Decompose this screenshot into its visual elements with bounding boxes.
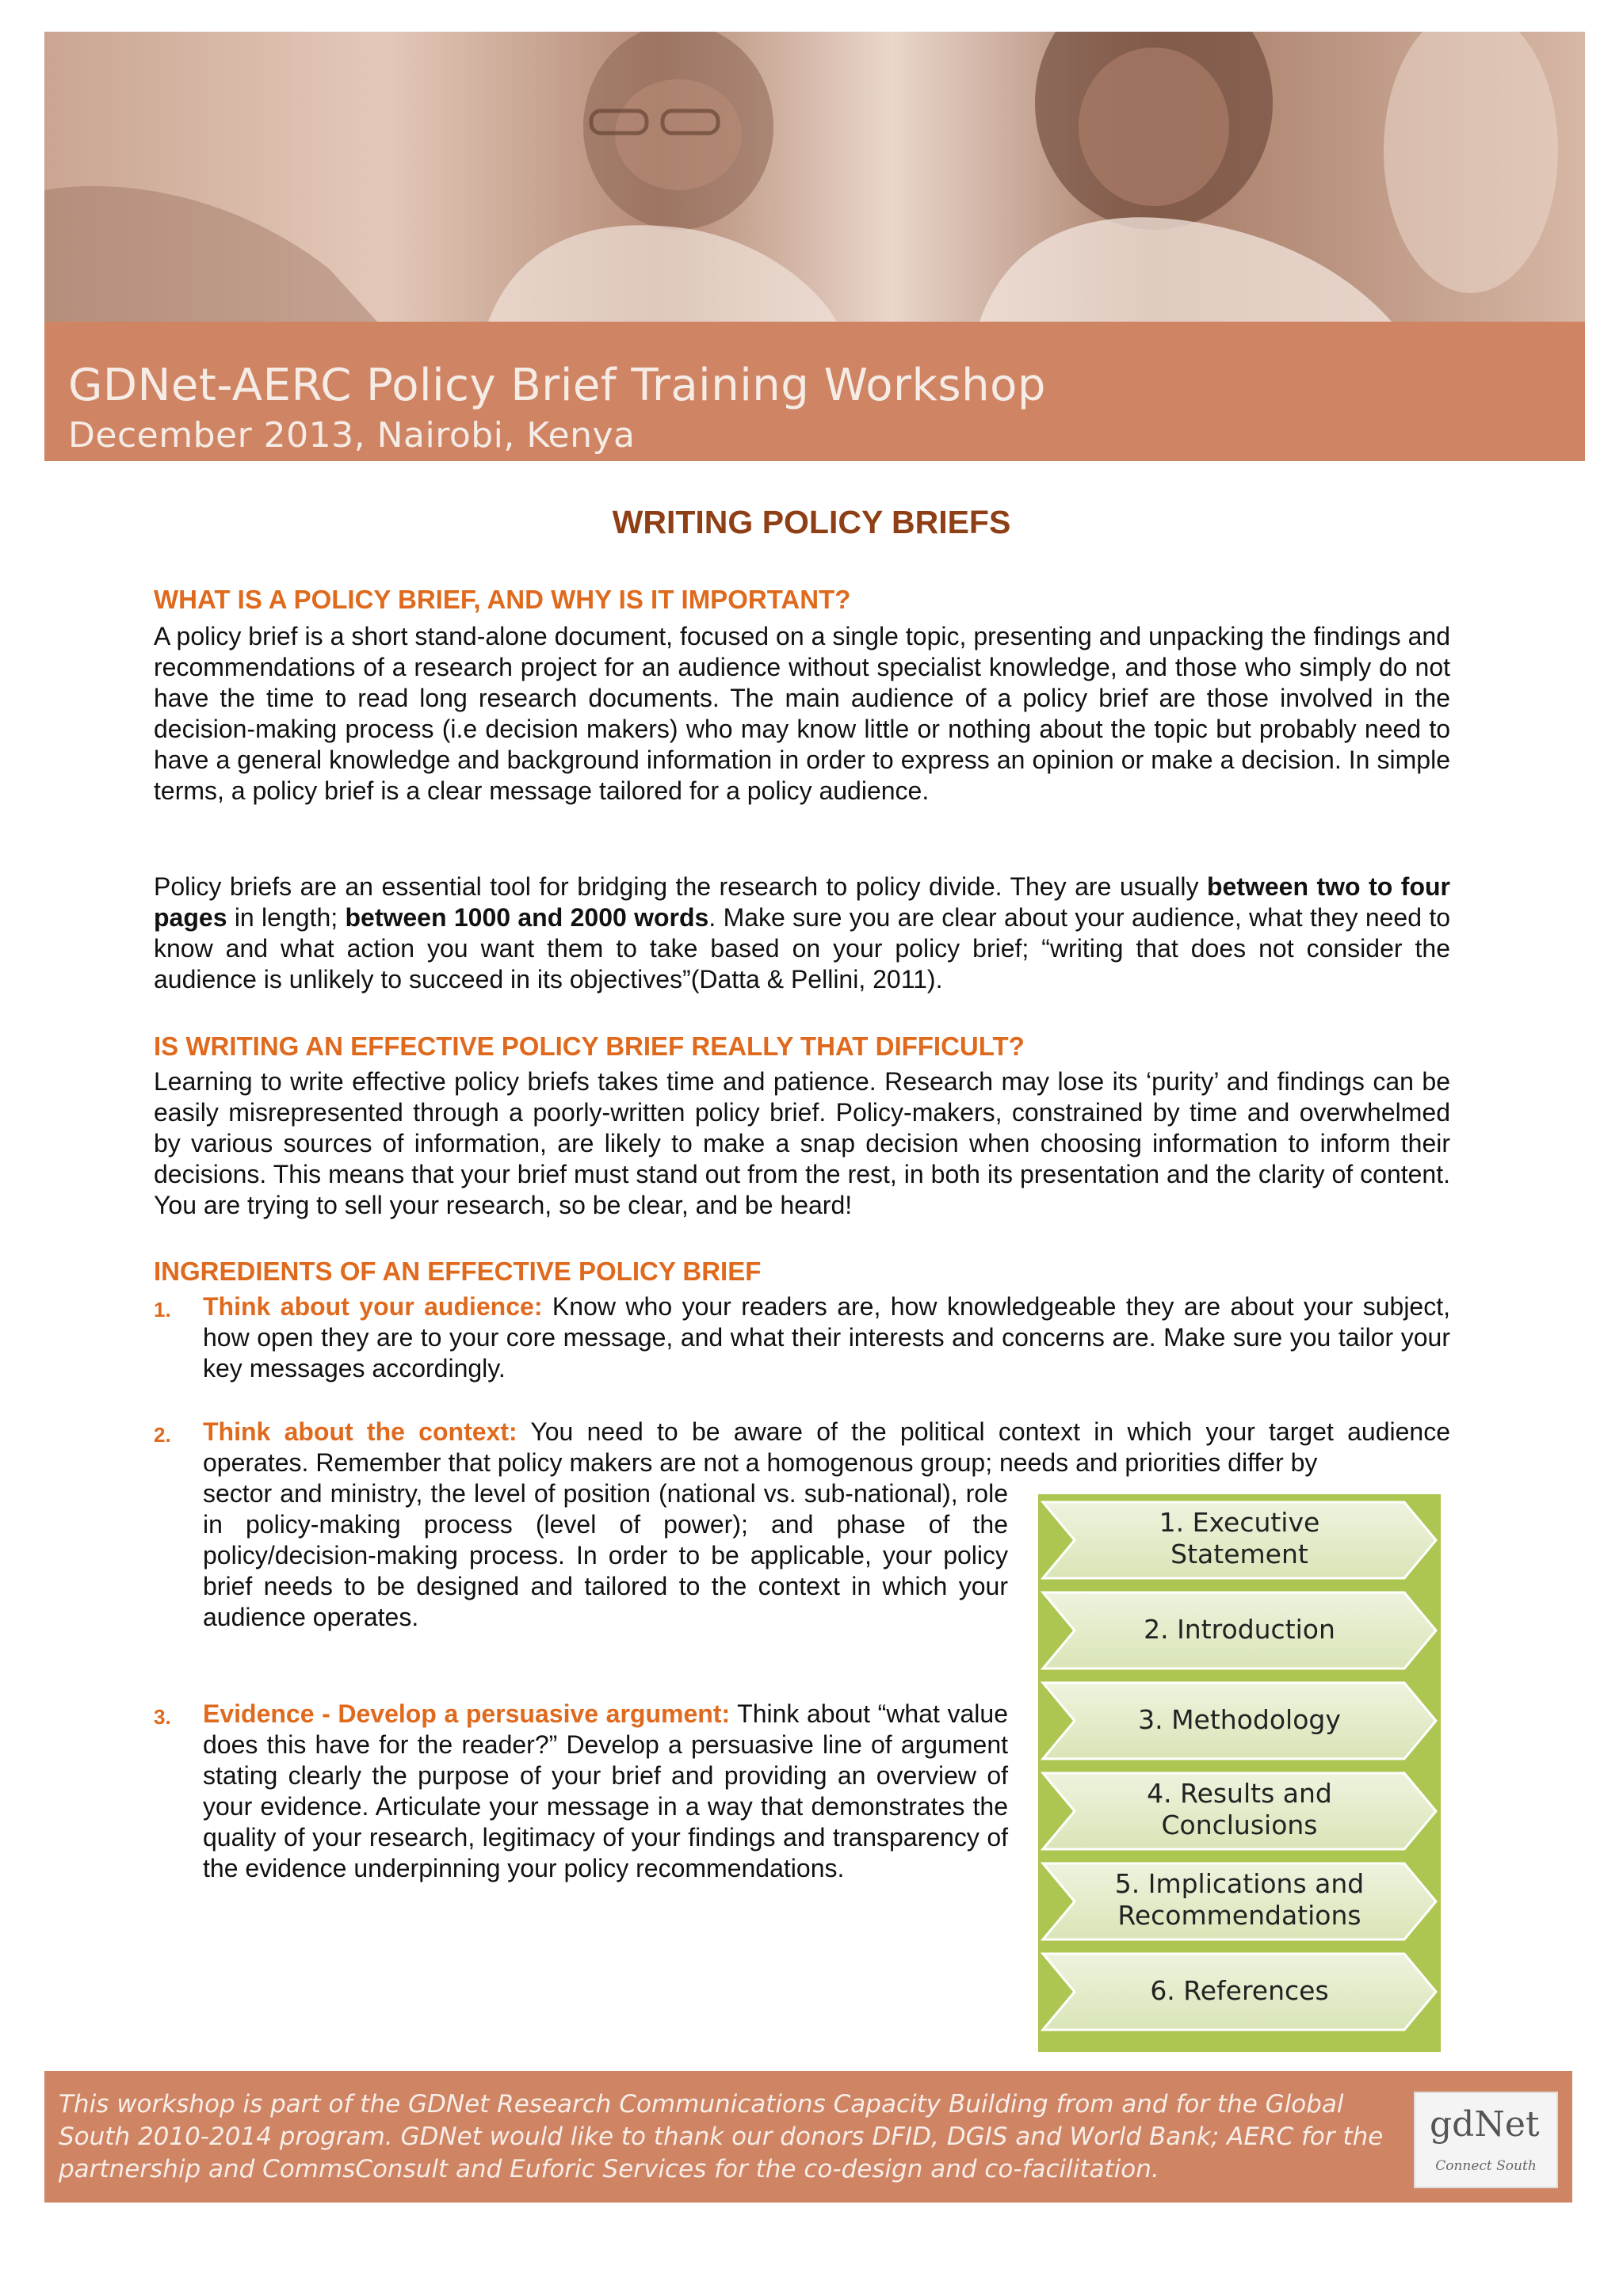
step-label-line: 1. Executive	[1159, 1507, 1320, 1538]
banner-photo-illustration	[44, 32, 1585, 322]
para2-text-e: . Make sure you are clear about your audience, what they need to know and what action you want them to take based on your policy brief; “writing that does not consider the audience is unlikely to succeed in its objectives”(Datta & Pellini, 2011).	[154, 903, 1451, 994]
list-item-body: Know who your readers are, how knowledgeable they are about your subject, how open they are to your core message, and what their interests and concerns are. Make sure you tailor your key messages accordingly.	[203, 1292, 1451, 1383]
step-methodology: 3. Methodology	[1138, 1704, 1341, 1735]
list-item-text	[203, 1699, 1008, 1884]
list-item-context	[154, 1417, 1450, 1478]
step-label-line: Recommendations	[1117, 1900, 1361, 1931]
paragraph-difficult: Learning to write effective policy briefs takes time and patience. Research may lose its ‘purity’ and findings can be easily misrepresented through a poorly-written policy brief. Policy-makers, constrained by time and overwhelmed by various sources of information, are likely to make a snap decision when choosing information to inform their decisions. This means that your brief must stand out from the rest, in both its presentation and the clarity of content. You are trying to sell your research, so be clear, and be heard!	[154, 1067, 1450, 1219]
list-item-lead: Think about your audience:	[203, 1292, 543, 1321]
list-item-lead: Evidence - Develop a persuasive argument:	[203, 1699, 731, 1728]
list-item-text	[203, 1291, 1450, 1384]
list-item-context-continued	[154, 1478, 1010, 1633]
chevron-shapes	[1038, 1494, 1441, 2052]
logo-wordmark: gdNet	[1430, 2104, 1540, 2145]
step-references: 6. References	[1150, 1975, 1329, 2006]
paragraph-what-is: A policy brief is a short stand-alone document, focused on a single topic, presenting and unpacking the findings and recommendations of a research project for an audience without specialist knowledge, and those who simply do not have the time to read long research documents. The main audience of a policy brief are those involved in the decision-making process (i.e decision makers) who may know little or nothing about the topic but probably need to have a general knowledge and background information in order to express an opinion or make a decision. In simple terms, a policy brief is a clear message tailored for a policy audience.	[154, 622, 1450, 805]
policy-brief-structure-diagram	[1038, 1494, 1441, 2052]
list-item-text	[203, 1417, 1450, 1478]
gdnet-logo	[1414, 2092, 1558, 2188]
list-item-body: Think about “what value does this have for the reader?” Develop a persuasive line of argument stating clearly the purpose of your brief and providing an overview of your evidence. Articulate your message in a way that demonstrates the quality of your research, legitimacy of your findings and transparency of the evidence underpinning your policy recommendations.	[203, 1699, 1009, 1882]
logo-tagline: Connect South	[1435, 2158, 1537, 2174]
step-executive-statement	[1038, 1507, 1441, 1570]
header-banner	[44, 32, 1585, 461]
step-label-line: 5. Implications and	[1114, 1868, 1365, 1899]
list-item-body: You need to be aware of the political context in which your target audience operates. Remember that policy makers are not a homogenous group; needs and priorities differ by	[203, 1417, 1451, 1477]
para2-text-c: in length;	[227, 903, 346, 932]
list-item-text-continued: sector and ministry, the level of position (national vs. sub-national), role in policy-making process (level of power); and phase of the policy/decision-making process. In order to be applicable, your policy brief needs to be designed and tailored to the context in which your audience operates.	[203, 1479, 1008, 1631]
banner-subtitle: December 2013, Nairobi, Kenya	[68, 415, 636, 456]
footer-band	[44, 2071, 1572, 2203]
step-label-line: Statement	[1170, 1539, 1308, 1569]
list-number: 2.	[154, 1423, 171, 1447]
list-item-lead: Think about the context:	[203, 1417, 517, 1446]
list-number: 3.	[154, 1705, 171, 1729]
document-title: WRITING POLICY BRIEFS	[612, 504, 1011, 540]
section-heading-what-is: WHAT IS A POLICY BRIEF, AND WHY IS IT IMPORTANT?	[154, 585, 851, 614]
banner-title: GDNet-AERC Policy Brief Training Workshop	[68, 360, 1046, 411]
para2-bold-words: between 1000 and 2000 words	[345, 903, 709, 932]
list-item-evidence	[154, 1699, 1010, 1884]
list-number: 1.	[154, 1298, 171, 1322]
footer-text: This workshop is part of the GDNet Research Communications Capacity Building from and for the Global South 2010-2014 program. GDNet would like to thank our donors DFID, DGIS and World Bank; AERC for the partnership and CommsConsult and Euforic Services for the co-design and co-facilitation.	[59, 2090, 1384, 2183]
banner-photo	[44, 32, 1585, 322]
list-item-audience	[154, 1291, 1450, 1384]
step-implications-recommendations	[1038, 1868, 1441, 1932]
step-label-line: Conclusions	[1161, 1810, 1318, 1840]
step-introduction: 2. Introduction	[1144, 1614, 1335, 1645]
para2-text-a: Policy briefs are an essential tool for bridging the research to policy divide. They are usually	[154, 872, 1207, 901]
paragraph-essential-tool	[154, 871, 1450, 995]
step-label-line: 4. Results and	[1147, 1778, 1332, 1809]
section-heading-ingredients: INGREDIENTS OF AN EFFECTIVE POLICY BRIEF	[154, 1257, 762, 1286]
para2-bold-pages: between two to four pages	[154, 872, 1451, 932]
section-heading-difficult: IS WRITING AN EFFECTIVE POLICY BRIEF REALLY THAT DIFFICULT?	[154, 1032, 1025, 1061]
banner-title-band	[44, 322, 1585, 461]
step-results-conclusions	[1038, 1778, 1441, 1841]
